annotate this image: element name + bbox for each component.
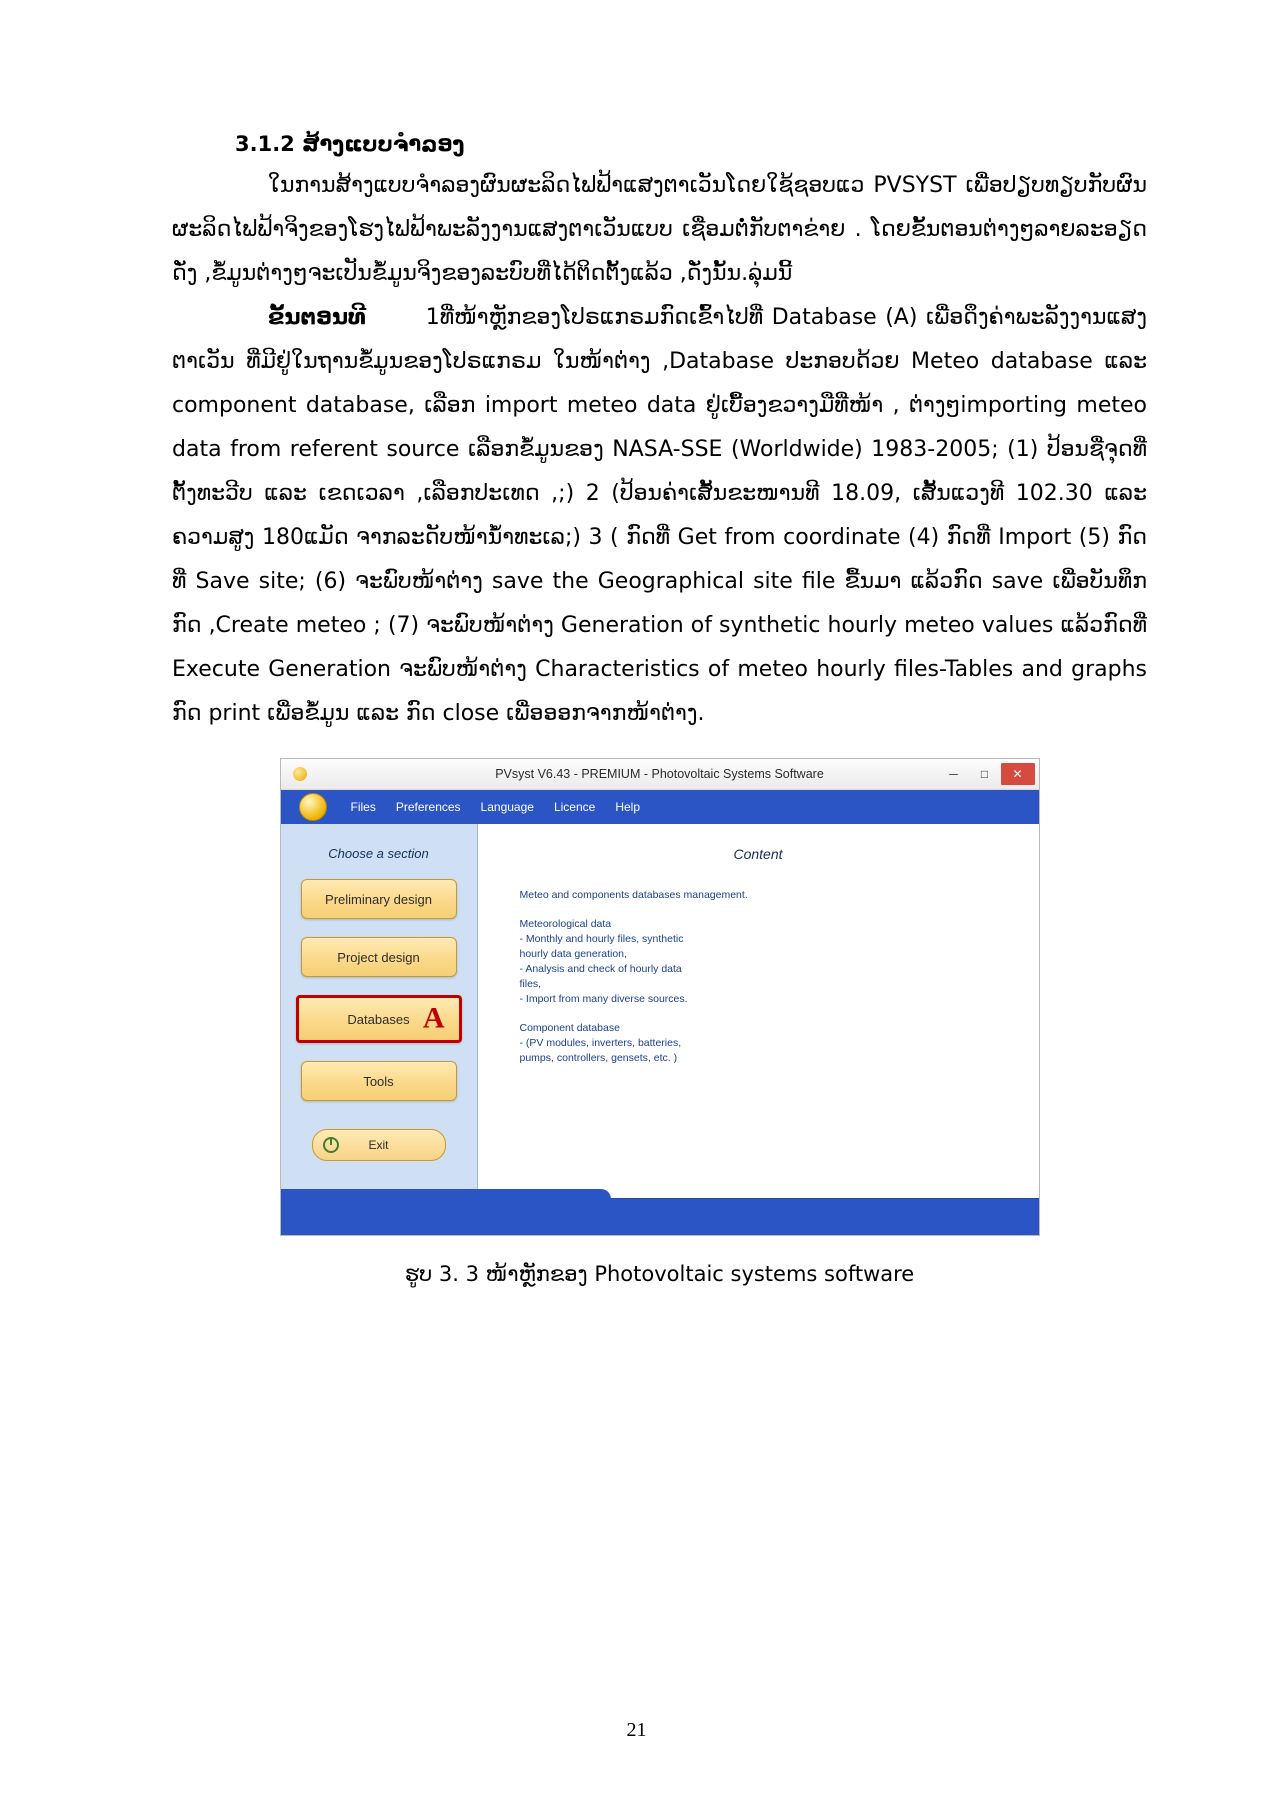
figure-3-3 [172,758,1147,1236]
content-block-3 [520,1021,750,1066]
content-block-3-line-2: - (PV modules, inverters, batteries, [519,1037,682,1049]
window-controls [939,759,1039,789]
menu-item-preferences[interactable]: Preferences [395,800,461,814]
window-body [281,824,1039,1235]
content-block-1-line-1: Meteo and components databases management. [519,889,748,901]
content-block-3-line-3: pumps, controllers, gensets, etc. ) [519,1052,678,1064]
content-panel-body [520,888,750,1066]
paragraph-2-label: ຂັ້ນຕອນທີ [268,305,367,330]
databases-button-label: Databases [347,1011,410,1027]
status-bar [281,1198,1039,1235]
choose-section-label: Choose a section [328,846,429,861]
document-content [172,132,1147,1286]
content-block-2-line-1: Meteorological data [519,918,612,930]
menu-bar [281,790,1039,825]
content-block-2-line-6: - Import from many diverse sources. [519,993,688,1005]
page-number: 21 [626,1719,647,1741]
power-icon [323,1137,339,1153]
content-block-2-line-5: files, [519,978,542,990]
content-block-3-line-1: Component database [519,1022,620,1034]
menu-item-licence[interactable]: Licence [553,800,596,814]
content-block-2-line-2: - Monthly and hourly files, synthetic [519,933,684,945]
project-design-button[interactable]: Project design [301,937,457,977]
content-block-2-line-3: hourly data generation, [519,948,627,960]
section-heading: 3.1.2 ສ້າງແບບຈຳລອງ [235,132,465,156]
content-block-2 [520,917,750,1007]
content-panel-title: Content [733,846,783,862]
maximize-icon[interactable]: □ [980,767,989,781]
exit-button-label: Exit [368,1138,389,1152]
section-chooser-panel [281,824,478,1235]
databases-button[interactable] [296,995,462,1043]
app-logo-icon [293,767,307,781]
minimize-icon[interactable]: ─ [949,767,958,781]
menu-item-help[interactable]: Help [615,800,640,814]
menu-item-language[interactable]: Language [480,800,534,814]
paragraph-1-text: ໃນການສ້າງແບບຈຳລອງຜົນຜະລິດໄຟຟ້າແສງຕາເວັນໂດຍໃຊ້ຊອບແວ PVSYST ເພື່ອປຽບທຽບກັບຜົນຜະລິດໄຟຟ້າຈິງຂອງໂຮງໄຟຟ້າພະລັງງານແສງຕາເວັນແບບ ເຊື່ອມຕໍ່ກັບຕາຂ່າຍ . ໂດຍຂັ້ນຕອນຕ່າງໆລາຍລະອຽດດັ່ງ ,ຂໍ້ມູນຕ່າງໆຈະເປັນຂໍ້ມູນຈິງຂອງລະບົບທີ່ໄດ້ຕິດຕັ້ງແລ້ວ ,ດັ່ງນັ້ນ.ລຸ່ມນີ້ [172,173,1147,286]
exit-button[interactable] [312,1129,446,1161]
content-block-1 [520,888,750,903]
figure-caption: ຮູບ 3. 3 ໜ້າຫຼັກຂອງ Photovoltaic systems software [404,1262,915,1286]
paragraph-1 [172,164,1147,296]
content-panel [478,824,1039,1235]
window-title: PVsyst V6.43 - PREMIUM - Photovoltaic Systems Software [495,767,824,781]
window-titlebar [281,759,1039,790]
tools-button[interactable]: Tools [301,1061,457,1101]
preliminary-design-button[interactable]: Preliminary design [301,879,457,919]
pvsyst-window [280,758,1040,1236]
paragraph-2 [172,296,1147,736]
annotation-letter-a: A [422,1001,445,1035]
paragraph-2-text: 1ທີ່ໜ້າຫຼັກຂອງໂປຣແກຣມກົດເຂົ້າໄປທີ່ Database (A) ເພື່ອດຶງຄ່າພະລັງງານແສງຕາເວັນ ທີ່ມີຢູ່ໃນຖານຂໍ້ມູນຂອງໂປຣແກຣມ ໃນໜ້າຕ່າງ ,Database ປະກອບດ້ວຍ Meteo database ແລະ component database, ເລືອກ import meteo data ຢູ່ເບື້ອງຂວາງມືທີ່ໜ້າ , ຕ່າງໆimporting meteo data from referent source ເລືອກຂໍ້ມູນຂອງ NASA-SSE (Worldwide) 1983-2005; (1) ປ້ອນຊື່ຈຸດທີ່ຕັ້ງທະວີບ ແລະ ເຂດເວລາ ,ເລືອກປະເທດ ,;) 2 (ປ້ອນຄ່າເສັ້ນຂະໜານທີ 18.09, ເສັ້ນແວງທີ 102.30 ແລະ ຄວາມສູງ 180ແມັດ ຈາກລະດັບໜ້ານ້ຳທະເລ;) 3 ( ກົດທີ່ Get from coordinate (4) ກົດທີ່ Import (5) ກົດທີ່ Save site; (6) ຈະພົບໜ້າຕ່າງ save the Geographical site file ຂື້ນມາ ແລ້ວກົດ save ເພື່ອບັນທຶກ ກົດ ,Create meteo ; (7) ຈະພົບໜ້າຕ່າງ Generation of synthetic hourly meteo values ແລ້ວກົດທີ່ Execute Generation ຈະພົບໜ້າຕ່າງ Characteristics of meteo hourly files-Tables and graphs ກົດ print ເພື່ອຂໍ້ມູນ ແລະ ກົດ close ເພື່ອອອກຈາກໜ້າຕ່າງ. [172,305,1148,726]
menu-item-files[interactable]: Files [350,800,376,814]
close-icon[interactable]: ✕ [1001,763,1035,785]
menu-logo-icon [299,793,327,821]
content-block-2-line-4: - Analysis and check of hourly data [519,963,682,975]
